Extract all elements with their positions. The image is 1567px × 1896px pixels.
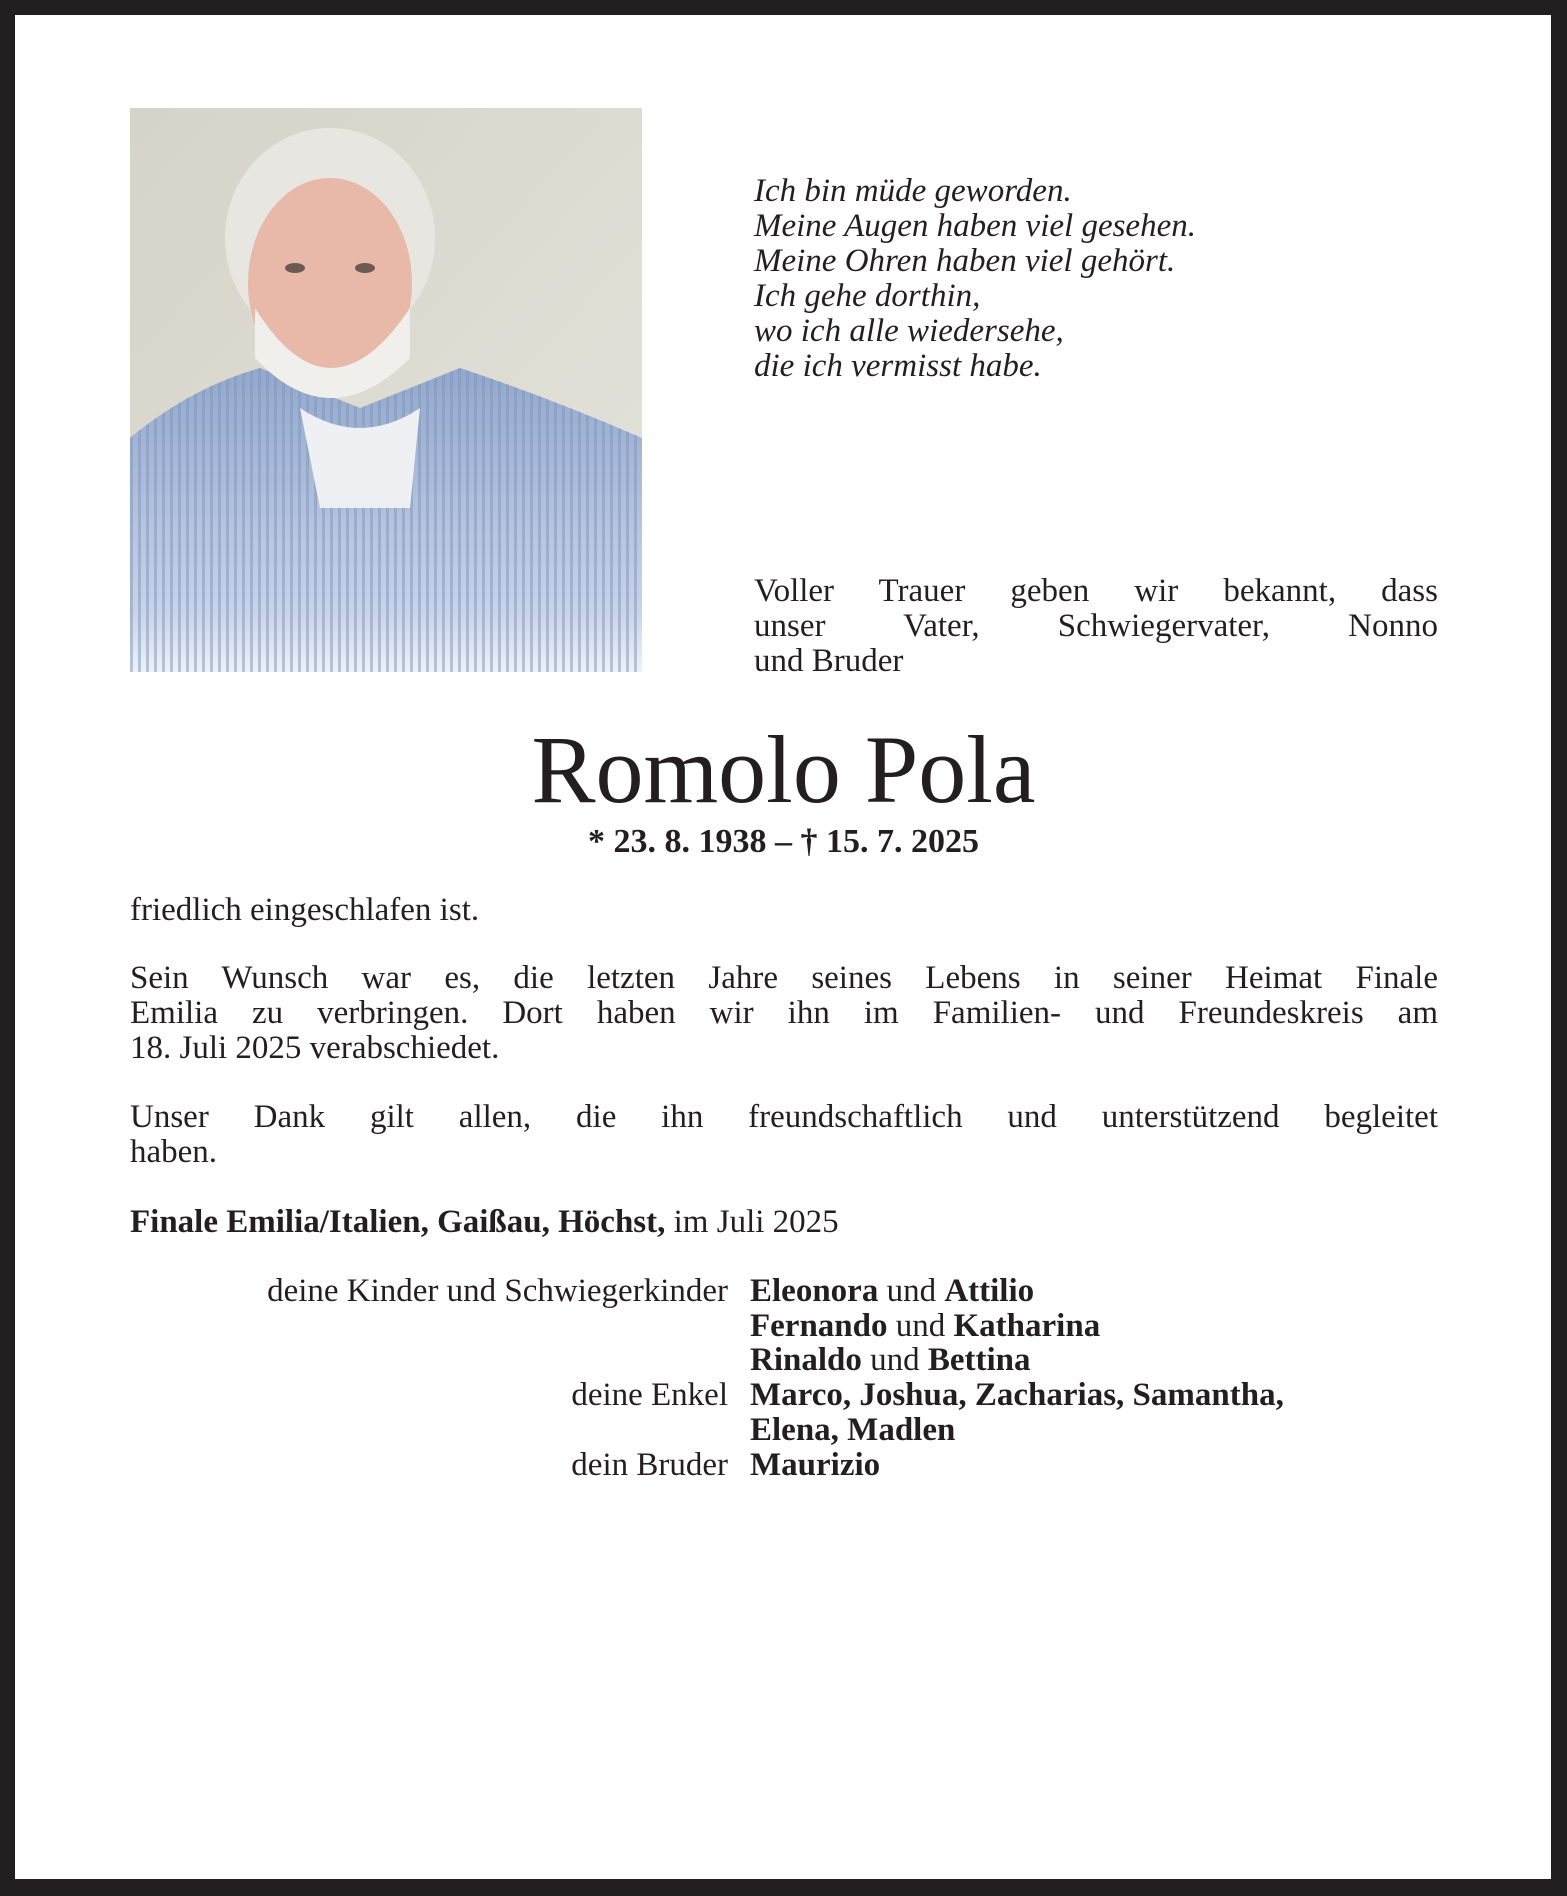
place-date [130, 1205, 839, 1240]
poem-line: die ich vermisst habe. [754, 348, 1042, 384]
conjunction: und [887, 1308, 954, 1344]
body-line: 18. Juli 2025 verabschiedet. [130, 1030, 500, 1066]
poem-line: Meine Augen haben viel gesehen. [754, 208, 1196, 244]
body-line: Emilia zu verbringen. Dort haben wir ihn im Familien- und Freundeskreis am [130, 995, 1438, 1031]
conjunction: und [861, 1342, 928, 1378]
brother-name: Maurizio [750, 1447, 881, 1483]
mourner-label-grandchildren: deine Enkel [571, 1377, 728, 1413]
body-line: Sein Wunsch war es, die letzten Jahre seines Lebens in seiner Heimat Finale [130, 960, 1438, 996]
mourner-name: Katharina [953, 1308, 1101, 1344]
mourner-name: Bettina [927, 1342, 1031, 1378]
mourner-pair [750, 1309, 1100, 1344]
mourner-pair [750, 1274, 1034, 1309]
body-text: friedlich eingeschlafen ist. [130, 892, 480, 928]
poem-line: wo ich alle wiedersehe, [754, 313, 1064, 349]
conjunction: und [878, 1273, 945, 1309]
body-line: haben. [130, 1134, 218, 1170]
poem-line: Ich bin müde geworden. [754, 173, 1072, 209]
portrait-photo [130, 108, 642, 672]
mourner-label-brother: dein Bruder [571, 1447, 728, 1483]
grandchildren-names: Marco, Joshua, Zacharias, Samantha, [750, 1377, 1284, 1413]
mourner-name: Rinaldo [750, 1342, 862, 1378]
intro-line: Voller Trauer geben wir bekannt, dass [754, 573, 1438, 609]
mourner-name: Attilio [944, 1273, 1035, 1309]
place-names: Finale Emilia/Italien, Gaißau, Höchst, [130, 1204, 666, 1240]
life-dates: * 23. 8. 1938 – † 15. 7. 2025 [588, 823, 979, 860]
body-line: Unser Dank gilt allen, die ihn freundschaftlich und unterstützend begleitet [130, 1099, 1438, 1135]
mourner-name: Eleonora [750, 1273, 879, 1309]
poem-line: Meine Ohren haben viel gehört. [754, 243, 1176, 279]
poem-line: Ich gehe dorthin, [754, 278, 981, 314]
mourner-name: Fernando [750, 1308, 888, 1344]
intro-line: und Bruder [754, 643, 904, 679]
grandchildren-names: Elena, Madlen [750, 1412, 956, 1448]
deceased-name: Romolo Pola [531, 716, 1036, 823]
mourner-pair [750, 1343, 1031, 1378]
mourner-label-children: deine Kinder und Schwiegerkinder [267, 1273, 728, 1309]
date-text: im Juli 2025 [665, 1204, 839, 1240]
intro-line: unser Vater, Schwiegervater, Nonno [754, 608, 1438, 644]
